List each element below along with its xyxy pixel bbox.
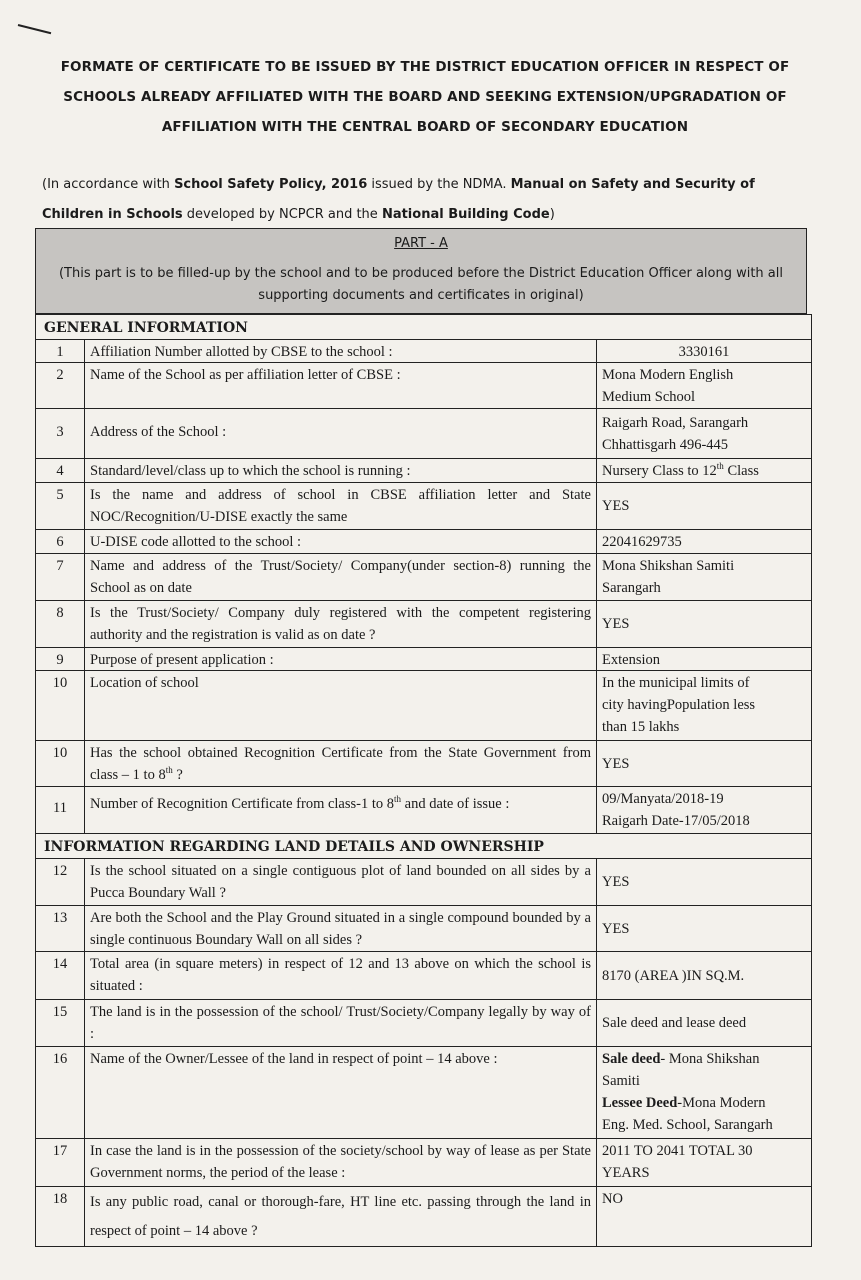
intro-code: National Building Code xyxy=(381,207,550,222)
row-answer xyxy=(597,906,811,952)
ordinal-suffix: th xyxy=(394,794,402,805)
row-number: 4 xyxy=(36,459,85,483)
title-line-3: AFFILIATION WITH THE CENTRAL BOARD OF SECONDARY EDUCATION xyxy=(161,119,689,135)
row-question: Location of school xyxy=(85,671,597,740)
row-number: 16 xyxy=(36,1047,85,1138)
answer-text: Raigarh Date-17/05/2018 xyxy=(602,813,750,829)
table-row xyxy=(36,647,811,670)
question-text-part: Number of Recognition Certificate from class-1 to 8 xyxy=(90,796,395,812)
answer-text: NO xyxy=(602,1191,623,1207)
answer-text: Raigarh Road, Sarangarh xyxy=(602,414,749,431)
table-row xyxy=(36,362,811,408)
answer-text: 8170 (AREA )IN SQ.M. xyxy=(602,967,745,984)
question-text-part: and date of issue : xyxy=(401,796,510,812)
answer-text: YES xyxy=(602,756,630,772)
row-question: Is any public road, canal or thorough-fare, HT line etc. passing through the land in respect of point – 14 above ? xyxy=(85,1187,597,1247)
part-a-banner xyxy=(35,228,807,314)
row-question: The land is in the possession of the school/ Trust/Society/Company legally by way of : xyxy=(85,1000,597,1046)
row-answer xyxy=(597,741,811,787)
part-subtitle xyxy=(36,263,806,307)
row-answer xyxy=(597,409,811,458)
part-subtitle-line-2: supporting documents and certificates in original) xyxy=(258,288,584,303)
pen-mark xyxy=(18,24,51,34)
answer-text: Medium School xyxy=(602,389,696,405)
table-row xyxy=(36,339,811,362)
row-number: 11 xyxy=(36,787,85,833)
answer-text: YES xyxy=(602,498,630,514)
row-number: 14 xyxy=(36,952,85,999)
row-question: Affiliation Number allotted by CBSE to the school : xyxy=(85,340,597,364)
row-number: 13 xyxy=(36,906,85,952)
answer-text: YES xyxy=(602,874,630,890)
row-question: Are both the School and the Play Ground situated in a single compound bounded by a single continuous Boundary Wall on all sides ? xyxy=(85,906,597,952)
table-row xyxy=(36,670,811,740)
title-line-2: SCHOOLS ALREADY AFFILIATED WITH THE BOARD AND SEEKING EXTENSION/UPGRADATION OF xyxy=(63,89,787,105)
row-question xyxy=(85,741,597,787)
table-row xyxy=(36,905,811,951)
row-number: 10 xyxy=(36,741,85,787)
answer-text: Mona Modern English xyxy=(602,367,734,383)
row-answer xyxy=(597,1139,811,1186)
answer-text: YES xyxy=(602,921,630,937)
row-question: Name and address of the Trust/Society/ Company(under section-8) running the School as on date xyxy=(85,554,597,600)
intro-text-2: issued by the NDMA. xyxy=(367,177,511,192)
answer-text: Extension xyxy=(602,652,660,668)
table-row xyxy=(36,408,811,458)
ordinal-suffix: th xyxy=(716,461,724,472)
row-number: 10 xyxy=(36,671,85,740)
row-number: 5 xyxy=(36,483,85,529)
row-question: Is the Trust/Society/ Company duly registered with the competent registering authority and the registration is valid as on date ? xyxy=(85,601,597,647)
answer-text: In the municipal limits of xyxy=(602,675,750,691)
row-number: 17 xyxy=(36,1139,85,1186)
table-row xyxy=(36,786,811,833)
row-answer xyxy=(597,648,811,672)
table-row xyxy=(36,529,811,553)
row-question: U-DISE code allotted to the school : xyxy=(85,530,597,554)
answer-text: than 15 lakhs xyxy=(602,719,680,735)
row-question: Is the name and address of school in CBSE affiliation letter and State NOC/Recognition/U-DISE exactly the same xyxy=(85,483,597,529)
ordinal-suffix: th xyxy=(165,765,173,776)
intro-text-4: ) xyxy=(549,207,555,222)
table-row xyxy=(36,999,811,1046)
row-number: 7 xyxy=(36,554,85,600)
intro-text-1: (In accordance with xyxy=(42,177,175,192)
answer-label: Lessee Deed xyxy=(602,1095,678,1111)
answer-text: Samiti xyxy=(602,1073,640,1089)
row-question: Name of the School as per affiliation letter of CBSE : xyxy=(85,363,597,409)
row-answer xyxy=(597,459,811,483)
answer-text: Sale deed and lease deed xyxy=(602,1015,747,1031)
answer-text: YES xyxy=(602,616,630,632)
row-number: 8 xyxy=(36,601,85,647)
answer-text xyxy=(602,1048,806,1070)
question-text-part: Has the school obtained Recognition Certificate from the State Government from class – 1 to 8 xyxy=(90,745,591,783)
row-answer xyxy=(597,671,811,740)
question-text-part: ? xyxy=(172,767,183,783)
answer-text: 2011 TO 2041 TOTAL 30 xyxy=(602,1143,753,1159)
row-question: Purpose of present application : xyxy=(85,648,597,672)
row-number: 3 xyxy=(36,409,85,458)
table-row xyxy=(36,482,811,529)
table-row xyxy=(36,740,811,786)
answer-text xyxy=(602,1092,806,1114)
table-row xyxy=(36,951,811,999)
table-row xyxy=(36,458,811,482)
row-answer xyxy=(597,554,811,600)
answer-text: city havingPopulation less xyxy=(602,697,756,713)
intro-manual: Manual on Safety and Security of Children in Schools xyxy=(42,177,755,222)
row-question xyxy=(85,787,597,833)
intro-text-3: developed by NCPCR and the xyxy=(182,207,382,222)
row-question: Total area (in square meters) in respect of 12 and 13 above on which the school is situated : xyxy=(85,952,597,999)
answer-text: 09/Manyata/2018-19 xyxy=(602,791,724,807)
answer-text: Sarangarh xyxy=(602,580,661,596)
table-row xyxy=(36,1186,811,1246)
answer-text: Mona Shikshan Samiti xyxy=(602,558,735,574)
row-number: 18 xyxy=(36,1187,85,1247)
row-answer xyxy=(597,340,811,364)
intro-paragraph xyxy=(42,170,812,230)
answer-text: 22041629735 xyxy=(602,534,682,550)
title-line-1: FORMATE OF CERTIFICATE TO BE ISSUED BY THE DISTRICT EDUCATION OFFICER IN RESPECT OF xyxy=(60,59,790,75)
table-row xyxy=(36,1046,811,1138)
document-title xyxy=(40,52,810,142)
table-row xyxy=(36,858,811,905)
answer-text-part: Class xyxy=(723,463,759,479)
answer-text-part: -Mona Modern xyxy=(677,1095,766,1111)
row-number: 15 xyxy=(36,1000,85,1046)
row-question: Standard/level/class up to which the school is running : xyxy=(85,459,597,483)
row-question: Address of the School : xyxy=(85,409,597,458)
answer-text-part: Nursery Class to 12 xyxy=(602,463,717,479)
intro-policy: School Safety Policy, 2016 xyxy=(174,177,368,192)
answer-text: Chhattisgarh 496-445 xyxy=(602,436,729,453)
row-question: Is the school situated on a single contiguous plot of land bounded on all sides by a Pucca Boundary Wall ? xyxy=(85,859,597,905)
row-number: 1 xyxy=(36,340,85,364)
answer-text: 3330161 xyxy=(678,344,730,360)
row-number: 2 xyxy=(36,363,85,409)
row-answer xyxy=(597,787,811,833)
table-row xyxy=(36,600,811,647)
row-question: In case the land is in the possession of the society/school by way of lease as per State Government norms, the period of the lease : xyxy=(85,1139,597,1186)
answer-text xyxy=(602,460,806,482)
table-row xyxy=(36,553,811,600)
row-answer xyxy=(597,601,811,647)
table-row xyxy=(36,1138,811,1186)
row-answer xyxy=(597,1047,811,1138)
section-land-details: INFORMATION REGARDING LAND DETAILS AND OWNERSHIP xyxy=(36,833,811,858)
row-answer xyxy=(597,859,811,905)
row-answer xyxy=(597,952,811,999)
part-subtitle-line-1: (This part is to be filled-up by the school and to be produced before the District Education Officer along with all xyxy=(58,266,783,281)
information-table xyxy=(35,314,812,1247)
row-question: Name of the Owner/Lessee of the land in respect of point – 14 above : xyxy=(85,1047,597,1138)
row-number: 12 xyxy=(36,859,85,905)
part-title: PART - A xyxy=(394,236,448,251)
row-answer xyxy=(597,483,811,529)
row-number: 9 xyxy=(36,648,85,672)
row-answer xyxy=(597,1187,811,1247)
row-number: 6 xyxy=(36,530,85,554)
row-answer xyxy=(597,363,811,409)
answer-text: Eng. Med. School, Sarangarh xyxy=(602,1117,773,1133)
row-answer xyxy=(597,1000,811,1046)
answer-text: YEARS xyxy=(602,1165,650,1181)
answer-label: Sale deed xyxy=(602,1051,661,1067)
row-answer xyxy=(597,530,811,554)
answer-text-part: - Mona Shikshan xyxy=(660,1051,760,1067)
section-general-information: GENERAL INFORMATION xyxy=(36,314,811,339)
